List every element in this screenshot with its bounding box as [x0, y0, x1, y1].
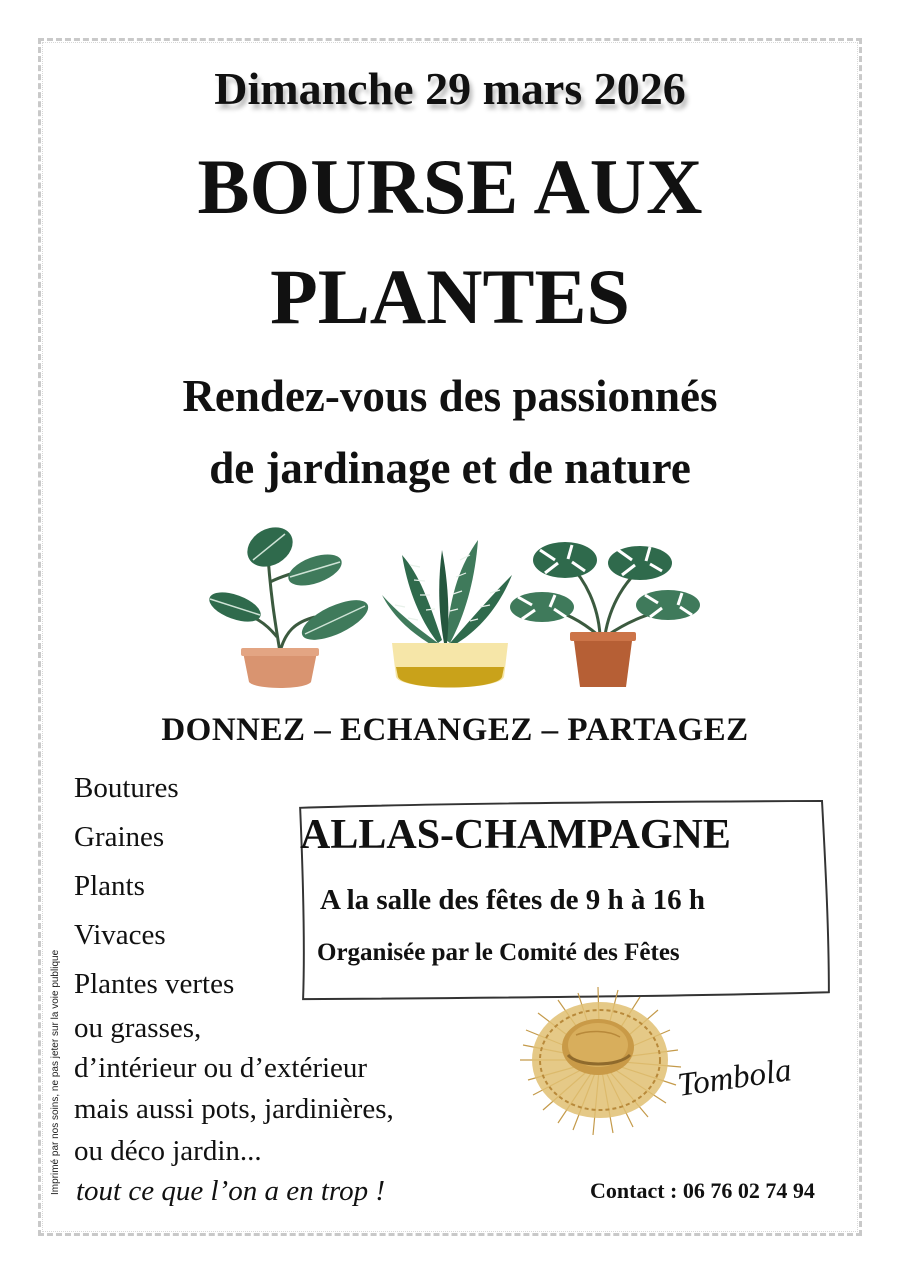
monstera-pot-icon: [510, 535, 705, 690]
description-tagline: tout ce que l’on a en trop !: [76, 1175, 385, 1207]
title-line-2: PLANTES: [270, 253, 630, 340]
event-date: Dimanche 29 mars 2026: [214, 63, 686, 114]
slogan: DONNEZ – ECHANGEZ – PARTAGEZ: [161, 712, 749, 748]
list-item: Plants: [74, 870, 145, 902]
subtitle-line-2: de jardinage et de nature: [209, 443, 691, 493]
list-item: Boutures: [74, 772, 179, 804]
list-item: Plantes vertes: [74, 968, 235, 1000]
title-line-1: BOURSE AUX: [197, 143, 703, 230]
contact-phone: Contact : 06 76 02 74 94: [590, 1178, 815, 1203]
description-line: mais aussi pots, jardinières,: [74, 1093, 394, 1125]
tombola-label: Tombola: [675, 1052, 794, 1104]
description-line: d’intérieur ou d’extérieur: [74, 1052, 368, 1084]
straw-hat-icon: [518, 985, 683, 1135]
location-hours: A la salle des fêtes de 9 h à 16 h: [320, 884, 706, 916]
list-item: Graines: [74, 821, 165, 853]
organizer: Organisée par le Comité des Fêtes: [317, 939, 680, 966]
description-line: ou déco jardin...: [74, 1135, 262, 1167]
fern-pot-icon: [380, 535, 520, 695]
printed-notice: Imprimé par nos soins, ne pas jeter sur la voie publique: [50, 949, 61, 1195]
description-line: ou grasses,: [74, 1012, 202, 1044]
location-city: ALLAS-CHAMPAGNE: [300, 812, 731, 858]
subtitle-line-1: Rendez-vous des passionnés: [182, 371, 718, 421]
list-item: Vivaces: [74, 919, 166, 951]
plant-pot-icon: [205, 522, 375, 692]
